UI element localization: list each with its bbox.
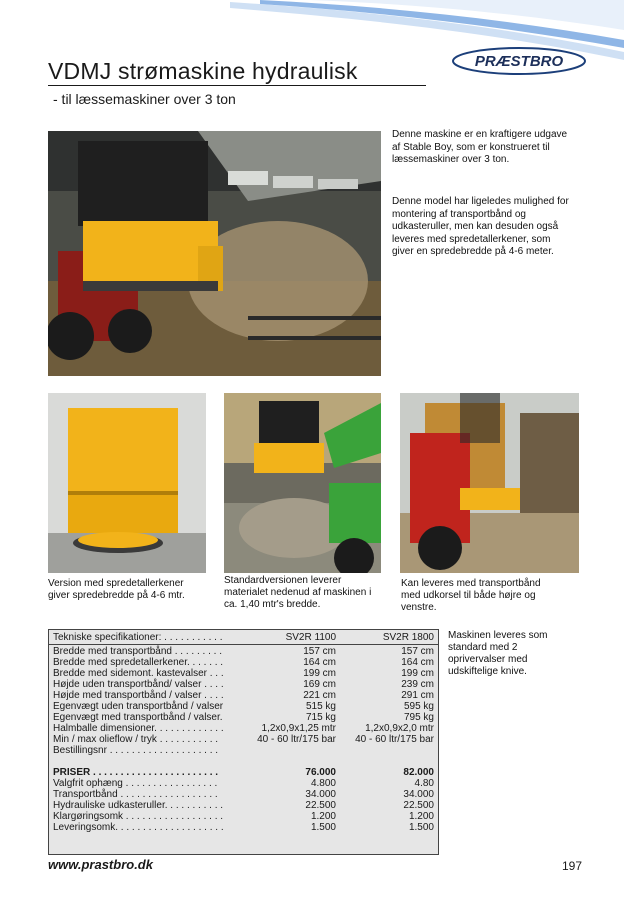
price-value-2: 22.500	[403, 800, 434, 811]
photo-machine-spreader-plates	[48, 393, 206, 573]
spec-value-2: 239 cm	[401, 679, 434, 690]
spec-label: Egenvægt uden transportbånd / valser	[53, 701, 224, 712]
spec-label: Bredde med transportbånd . . . . . . . . .	[53, 646, 222, 657]
spec-label: Bestillingsnr . . . . . . . . . . . . . . . . . . . .	[53, 745, 219, 756]
price-value-1: 22.500	[305, 800, 336, 811]
spec-value-2: 157 cm	[401, 646, 434, 657]
spec-value-2: 1,2x0,9x2,0 mtr	[365, 723, 434, 734]
price-label: Leveringsomk. . . . . . . . . . . . . . . . . . . .	[53, 822, 224, 833]
price-value-1: 1.200	[310, 811, 336, 822]
price-value-2: 1.500	[408, 822, 434, 833]
spec-row	[53, 746, 434, 757]
spec-value-1: 164 cm	[303, 657, 336, 668]
spec-header-label: Tekniske specifikationer: . . . . . . . . . . .	[53, 632, 223, 643]
spec-label: Højde uden transportbånd/ valser . . . .	[53, 679, 224, 690]
price-value-2: 34.000	[403, 789, 434, 800]
spec-value-2: 595 kg	[403, 701, 434, 712]
price-label: Klargøringsomk . . . . . . . . . . . . . . . . . .	[53, 811, 224, 822]
page-number: 197	[562, 859, 583, 873]
spec-value-1: 199 cm	[303, 668, 336, 679]
spec-label: Egenvægt med transportbånd / valser.	[53, 712, 223, 723]
caption-standard-rollers: Maskinen leveres som standard med 2 oprivervalser med udskiftelige knive.	[448, 630, 548, 677]
page-subtitle: - til læssemaskiner over 3 ton	[53, 91, 236, 107]
caption-conveyor-version: Kan leveres med transportbånd med udkorsel til både højre og venstre.	[401, 578, 541, 613]
photo-red-loader-with-conveyor	[400, 393, 579, 573]
price-value-1: 4.800	[310, 778, 336, 789]
spec-label: Bredde med spredetallerkener. . . . . . .	[53, 657, 224, 668]
spec-header-model-2: SV2R 1800	[382, 632, 434, 643]
spec-value-1: 169 cm	[303, 679, 336, 690]
intro-paragraph-2: Denne model har ligeledes mulighed for montering af transportbånd og udkasteruller, men kan desuden også leveres med spredetallerkener, som giver en spredebredde på 4-6 meter.	[392, 196, 569, 257]
caption-standard-version: Standardversionen leverer materialet nedenud af maskinen i ca. 1,40 mtr's bredde.	[224, 575, 372, 610]
spec-header-divider	[49, 644, 438, 645]
spec-value-2: 40 - 60 ltr/175 bar	[355, 734, 434, 745]
spec-label: Højde med transportbånd / valser . . . .	[53, 690, 224, 701]
price-value-2: 82.000	[403, 767, 434, 778]
spec-value-1: 515 kg	[305, 701, 336, 712]
price-label: Hydrauliske udkasteruller. . . . . . . . . . .	[53, 800, 224, 811]
price-row	[53, 823, 434, 834]
spec-value-2: 795 kg	[403, 712, 434, 723]
price-value-2: 4.80	[414, 778, 434, 789]
main-photo-loader-with-machine	[48, 131, 381, 376]
spec-value-2: 199 cm	[401, 668, 434, 679]
price-label: PRISER . . . . . . . . . . . . . . . . . . . . . . .	[53, 767, 219, 778]
footer-website-link[interactable]: www.prastbro.dk	[48, 857, 153, 872]
spec-header-model-1: SV2R 1100	[285, 632, 336, 643]
page-title: VDMJ strømaskine hydraulisk	[48, 58, 358, 84]
spec-table	[48, 629, 439, 855]
spec-label: Min / max olieflow / tryk . . . . . . . . . . .	[53, 734, 219, 745]
svg-text:PRÆSTBRO: PRÆSTBRO	[474, 53, 564, 70]
caption-spreader-version: Version med spredetallerkener giver spredebredde på 4-6 mtr.	[48, 578, 185, 601]
price-label: Transportbånd . . . . . . . . . . . . . . . . . .	[53, 789, 218, 800]
price-value-1: 76.000	[305, 767, 336, 778]
spec-value-1: 715 kg	[305, 712, 336, 723]
intro-paragraph-1: Denne maskine er en kraftigere udgave af Stable Boy, som er konstrueret til læssemaskiner over 3 ton.	[392, 129, 568, 165]
spec-label: Bredde med sidemont. kastevalser . . .	[53, 668, 224, 679]
spec-value-1: 157 cm	[303, 646, 336, 657]
price-label: Valgfrit ophæng . . . . . . . . . . . . . . . . .	[53, 778, 218, 789]
spec-label: Halmballe dimensioner. . . . . . . . . . . . .	[53, 723, 224, 734]
spec-header-row	[53, 633, 434, 644]
spec-value-1: 1,2x0,9x1,25 mtr	[261, 723, 336, 734]
price-value-1: 1.500	[310, 822, 336, 833]
spec-value-1: 40 - 60 ltr/175 bar	[257, 734, 336, 745]
spec-value-2: 164 cm	[401, 657, 434, 668]
praestbro-logo	[452, 45, 587, 77]
price-value-2: 1.200	[408, 811, 434, 822]
photo-green-loader-dispensing	[224, 393, 381, 573]
spec-value-1: 221 cm	[303, 690, 336, 701]
price-value-1: 34.000	[305, 789, 336, 800]
spec-value-2: 291 cm	[401, 690, 434, 701]
title-rule	[48, 85, 426, 86]
